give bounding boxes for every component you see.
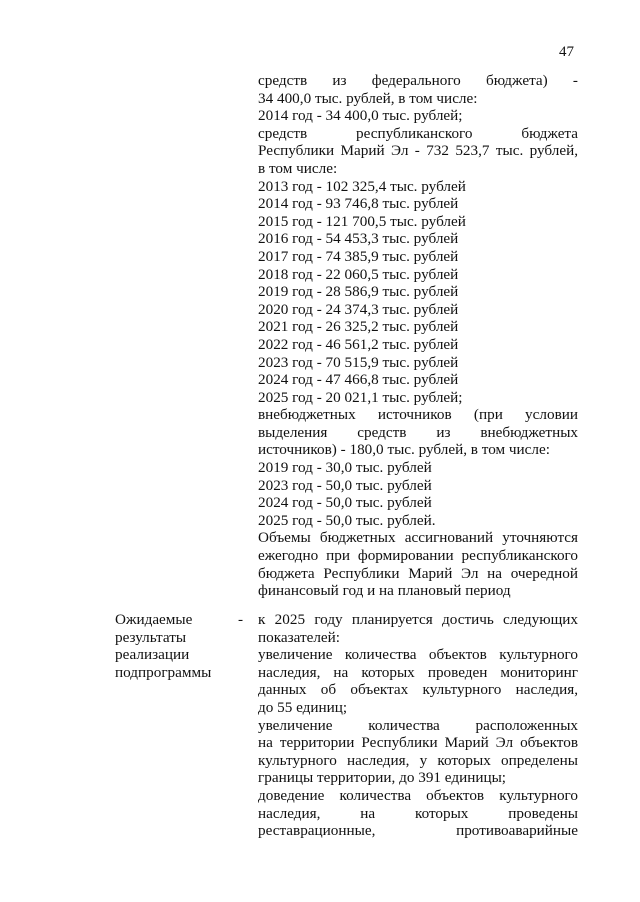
extrabudget-year-line: 2019 год - 30,0 тыс. рублей <box>258 459 432 477</box>
republic-year-line: 2019 год - 28 586,9 тыс. рублей <box>258 283 459 301</box>
results-line: наследия, на которых проведены <box>258 804 578 822</box>
label-line: результаты <box>115 628 187 646</box>
expected-results-label <box>115 611 233 681</box>
results-line: культурного наследия, у которых определены <box>258 751 578 769</box>
extrabudget-intro-line: внебюджетных источников (при условии <box>258 406 578 424</box>
note-line: Объемы бюджетных ассигнований уточняются <box>258 529 578 547</box>
page-number: 47 <box>559 44 574 60</box>
republic-year-line: 2014 год - 93 746,8 тыс. рублей <box>258 195 459 213</box>
results-line: увеличение количества расположенных <box>258 716 578 734</box>
republic-year-line: 2021 год - 26 325,2 тыс. рублей <box>258 318 459 336</box>
note-line: бюджета Республики Марий Эл на очередной <box>258 564 578 582</box>
note-line: ежегодно при формировании республиканского <box>258 547 578 565</box>
funding-section <box>258 72 578 600</box>
extrabudget-intro-line: выделения средств из внебюджетных <box>258 423 578 441</box>
label-dash: - <box>238 611 244 628</box>
results-line: до 55 единиц; <box>258 698 348 716</box>
federal-total-line: 34 400,0 тыс. рублей, в том числе: <box>258 89 478 107</box>
extrabudget-year-line: 2025 год - 50,0 тыс. рублей. <box>258 511 436 529</box>
republic-year-line: 2016 год - 54 453,3 тыс. рублей <box>258 230 459 248</box>
results-line: увеличение количества объектов культурного <box>258 646 578 664</box>
expected-results-body <box>258 611 578 840</box>
republic-year-line: 2015 год - 121 700,5 тыс. рублей <box>258 212 466 230</box>
label-line: Ожидаемые <box>115 611 193 628</box>
republic-incl-line: в том числе: <box>258 159 338 177</box>
republic-year-line: 2023 год - 70 515,9 тыс. рублей <box>258 353 459 371</box>
results-line: показателей: <box>258 628 341 646</box>
label-line: подпрограммы <box>115 663 212 681</box>
republic-year-line: 2025 год - 20 021,1 тыс. рублей; <box>258 388 463 406</box>
extrabudget-year-line: 2024 год - 50,0 тыс. рублей <box>258 494 432 512</box>
extrabudget-total-line: источников) - 180,0 тыс. рублей, в том числе: <box>258 441 550 459</box>
federal-year-line: 2014 год - 34 400,0 тыс. рублей; <box>258 107 463 125</box>
results-line: доведение количества объектов культурного <box>258 786 578 804</box>
results-line: наследия, на которых проведен мониторинг <box>258 663 578 681</box>
results-line: на территории Республики Марий Эл объектов <box>258 734 578 752</box>
extrabudget-year-line: 2023 год - 50,0 тыс. рублей <box>258 476 432 494</box>
label-line: реализации <box>115 646 190 664</box>
republic-total-line: Республики Марий Эл - 732 523,7 тыс. рублей, <box>258 142 578 160</box>
results-line: границы территории, до 391 единицы; <box>258 769 507 787</box>
federal-intro-line: средств из федерального бюджета) - <box>258 72 578 89</box>
republic-year-line: 2017 год - 74 385,9 тыс. рублей <box>258 247 459 265</box>
republic-year-line: 2018 год - 22 060,5 тыс. рублей <box>258 265 459 283</box>
republic-year-line: 2022 год - 46 561,2 тыс. рублей <box>258 335 459 353</box>
republic-year-line: 2013 год - 102 325,4 тыс. рублей <box>258 177 466 195</box>
republic-intro-line: средств республиканского бюджета <box>258 124 578 142</box>
results-line: реставрационные, противоаварийные <box>258 822 578 840</box>
note-line: финансовый год и на плановый период <box>258 582 511 600</box>
republic-year-line: 2024 год - 47 466,8 тыс. рублей <box>258 371 459 389</box>
results-line: данных об объектах культурного наследия, <box>258 681 578 699</box>
republic-year-line: 2020 год - 24 374,3 тыс. рублей <box>258 300 459 318</box>
results-line: к 2025 году планируется достичь следующих <box>258 611 578 628</box>
